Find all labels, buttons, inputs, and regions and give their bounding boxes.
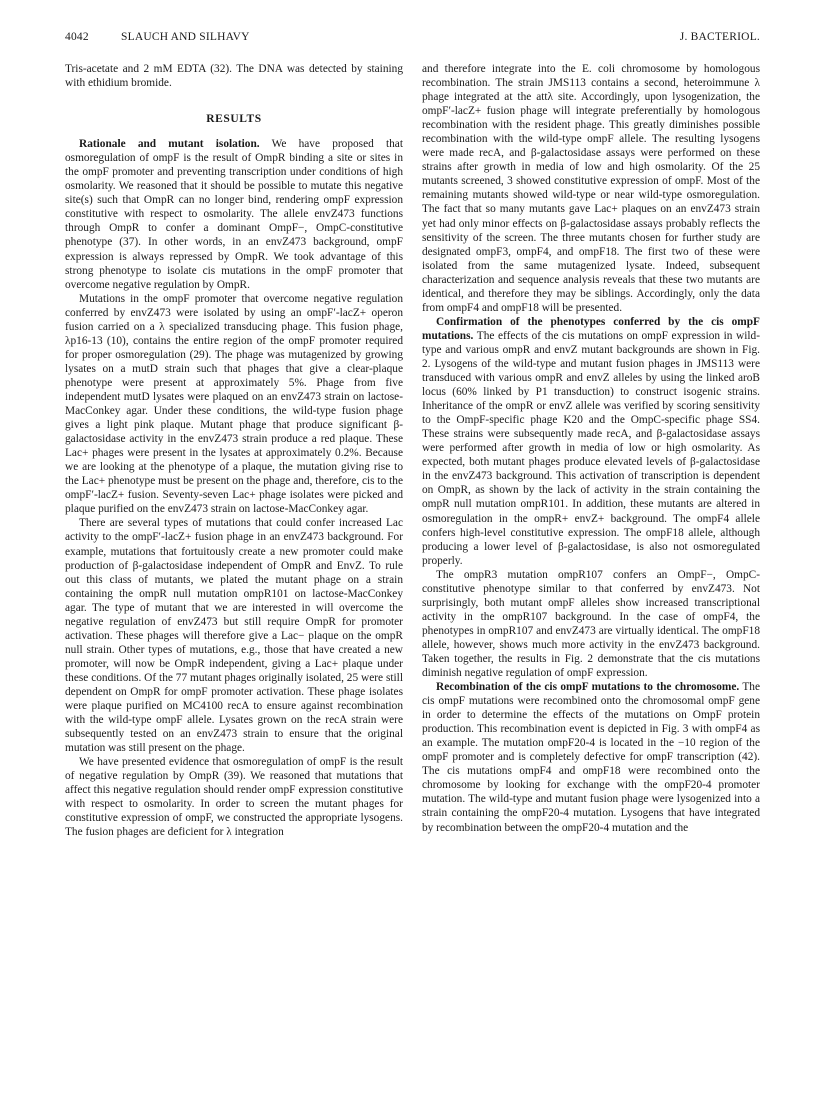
paragraph-text: The effects of the cis mutations on ompF expression in wild-type and various ompR and envZ mutant backgrounds are shown in Fig. 2. Lysogens of the wild-type and mutant fusion phages in JMS113 were transduced with various ompR and envZ alleles by using the linked aroB locus (60% linked by P1 transduction) to construct isogenic strains. Inheritance of the ompR or envZ allele was verified by scoring sensitivity to the OmpF-specific phage K20 and the OmpC-specific phage SS4. These strains were subsequently made recA, and β-galactosidase assays were performed after growth in media of low or high osmolarity. As expected, both mutant phages produce elevated levels of β-galactosidase in the envZ473 background. This activation of transcription is dependent on OmpR, as shown by the lack of activity in the strain containing the ompR null mutation ompR101. In addition, these mutants are altered in osmoregulation in the ompR+ envZ+ background. The ompF4 allele confers high-level constitutive expression. The ompF18 allele, although producing a lower level of β-galactosidase, is also not osmoregulated properly. [422,329,760,567]
page-number: 4042 [65,31,89,43]
paragraph-osmoregulation-evidence: We have presented evidence that osmoregulation of ompF is the result of negative regulation by OmpR (39). We reasoned that mutations that affect this negative regulation should render ompF expression constitutive with respect to osmolarity. In order to screen the mutant phages for constitutive expression of ompF, we constructed the appropriate lysogens. The fusion phages are deficient for λ integration [65,756,403,839]
journal-name: J. BACTERIOL. [679,31,760,43]
paragraph-confirmation [422,315,760,568]
subsection-heading-rationale: Rationale and mutant isolation. [79,138,260,151]
subsection-heading-confirmation: Confirmation of the phenotypes conferred by the cis ompF mutations. [422,315,760,342]
paragraph-text: We have proposed that osmoregulation of ompF is the result of OmpR binding a site or sites in the ompF promoter and preventing transcription under conditions of high osmolarity. We reasoned that it should be possible to mutate this negative site(s) such that OmpR can no longer bind, rendering ompF expression constitutive with respect to osmolarity. The allele envZ473 functions through OmpR to confer a dominant OmpF−, OmpC-constitutive phenotype (37). In other words, in an envZ473 background, ompF expression is always repressed by OmpR. We took advantage of this strong phenotype to isolate cis mutations in the ompF promoter that overcome negative regulation by OmpR. [65,138,403,291]
section-title-results: RESULTS [206,113,262,126]
paragraph-integration: and therefore integrate into the E. coli chromosome by homologous recombination. The strain JMS113 contains a second, heteroimmune λ phage integrated at the attλ site. Accordingly, upon lysogenization, the ompF′-lacZ+ fusion phage will integrate preferentially by homologous recombination with the resident phage. This greatly diminishes possible recombination with the wild-type ompF allele. The resulting lysogens were made recA, and β-galactosidase assays were performed on these strains after growth in media of low and high osmolarity. Of the 25 mutants screened, 3 showed constitutive expression of ompF. Most of the remaining mutants showed wild-type or near wild-type osmoregulation. The fact that so many mutants gave Lac+ plaques on an envZ473 strain yet had only minor effects on β-galactosidase assays probably reflects the sensitivity of the screen. The three mutants chosen for further study are designated ompF3, ompF4, and ompF18. The first two of these were isolated from the same mutagenized lysate. Indeed, subsequent characterization and sequence analysis reveals that these two mutants are identical, and therefore they may be siblings. Accordingly, only the data from ompF4 and ompF18 will be presented. [422,63,760,314]
paragraph-ompr107: The ompR3 mutation ompR107 confers an OmpF−, OmpC-constitutive phenotype similar to that conferred by envZ473. Not surprisingly, both mutant ompF alleles show increased transcriptional activity in the ompR107 background. In the case of ompF4, the phenotypes in ompR107 and envZ473 are virtually identical. The ompF18 allele, however, shows much more activity in the envZ473 background. Taken together, the results in Fig. 2 demonstrate that the cis mutations diminish negative regulation of ompF expression. [422,568,760,680]
paragraph-mutation-types: There are several types of mutations that could confer increased Lac activity to the ompF′-lacZ+ fusion phage in an envZ473 background. For example, mutations that fortuitously create a new promoter could make production of β-galactosidase independent of OmpR and EnvZ. To rule out this class of mutants, we plated the mutant phage on a strain containing the ompR null mutation ompR101 on lactose-MacConkey agar. The type of mutant that we are interested in will overcome the negative regulation of envZ473 but still require OmpR for promoter activation. These phages will therefore give a Lac− plaque on the ompR null strain. Other types of mutations, e.g., those that have created a new promoter, will now be OmpR independent, giving a Lac+ plaque under these conditions. Of the 77 mutant phages originally isolated, 25 were still dependent on OmpR for ompF promoter activation. These phage isolates were plaque purified on MC4100 recA to ensure against recombination with the wild-type ompF allele. Lysates grown on the recA strain were subsequently tested on an envZ473 strain to ensure that the original mutation was still present on the phage. [65,517,403,755]
paragraph-mutation-isolation: Mutations in the ompF promoter that overcome negative regulation conferred by envZ473 were isolated by using an ompF′-lacZ+ operon fusion carried on a λ specialized transducing phage. This fusion phage, λp16-13 (10), contains the entire region of the ompF promoter required for proper osmoregulation (29). The phage was mutagenized by growing lysates on a mutD strain such that phages that give a clear-plaque phenotype were present at approximately 5%. Phage from five independent mutD lysates were plaqued on an envZ473 strain on lactose-MacConkey agar. Under these conditions, the wild-type fusion phage gives a light pink plaque. Mutant phage that produce significant β-galactosidase activity in the envZ473 strain produce a red plaque. These Lac+ phages were present in the lysates at approximately 0.2%. Because we are looking at the phenotype of a plaque, the mutation giving rise to the Lac+ phenotype must be present on the phage and, therefore, cis to the ompF′-lacZ+ fusion. Seventy-seven Lac+ phage isolates were picked and plaque purified on the envZ473 strain on lactose-MacConkey agar. [65,292,403,516]
left-column [65,62,403,839]
methods-tail-paragraph: Tris-acetate and 2 mM EDTA (32). The DNA was detected by staining with ethidium bromide. [65,63,403,90]
paragraph-rationale [65,137,403,292]
running-header [65,31,760,47]
subsection-heading-recombination: Recombination of the cis ompF mutations to the chromosome. [436,681,740,694]
right-column [422,62,760,835]
paragraph-text: The cis ompF mutations were recombined onto the chromosomal ompF gene in order to determine the effects of the mutations on OmpF protein production. This recombination event is depicted in Fig. 3 with ompF4 as an example. The mutation ompF20-4 is located in the −10 region of the ompF promoter and is completely defective for ompF transcription (42). The cis mutations ompF4 and ompF18 were recombined onto the chromosome by looking for exchange with the ompF20-4 promoter mutation. The wild-type and mutant fusion phage were lysogenized into a strain containing the ompF20-4 mutation. Lysogens that have integrated by recombination between the ompF20-4 mutation and the [422,681,760,834]
paragraph-recombination [422,680,760,835]
running-authors: SLAUCH AND SILHAVY [121,31,250,43]
